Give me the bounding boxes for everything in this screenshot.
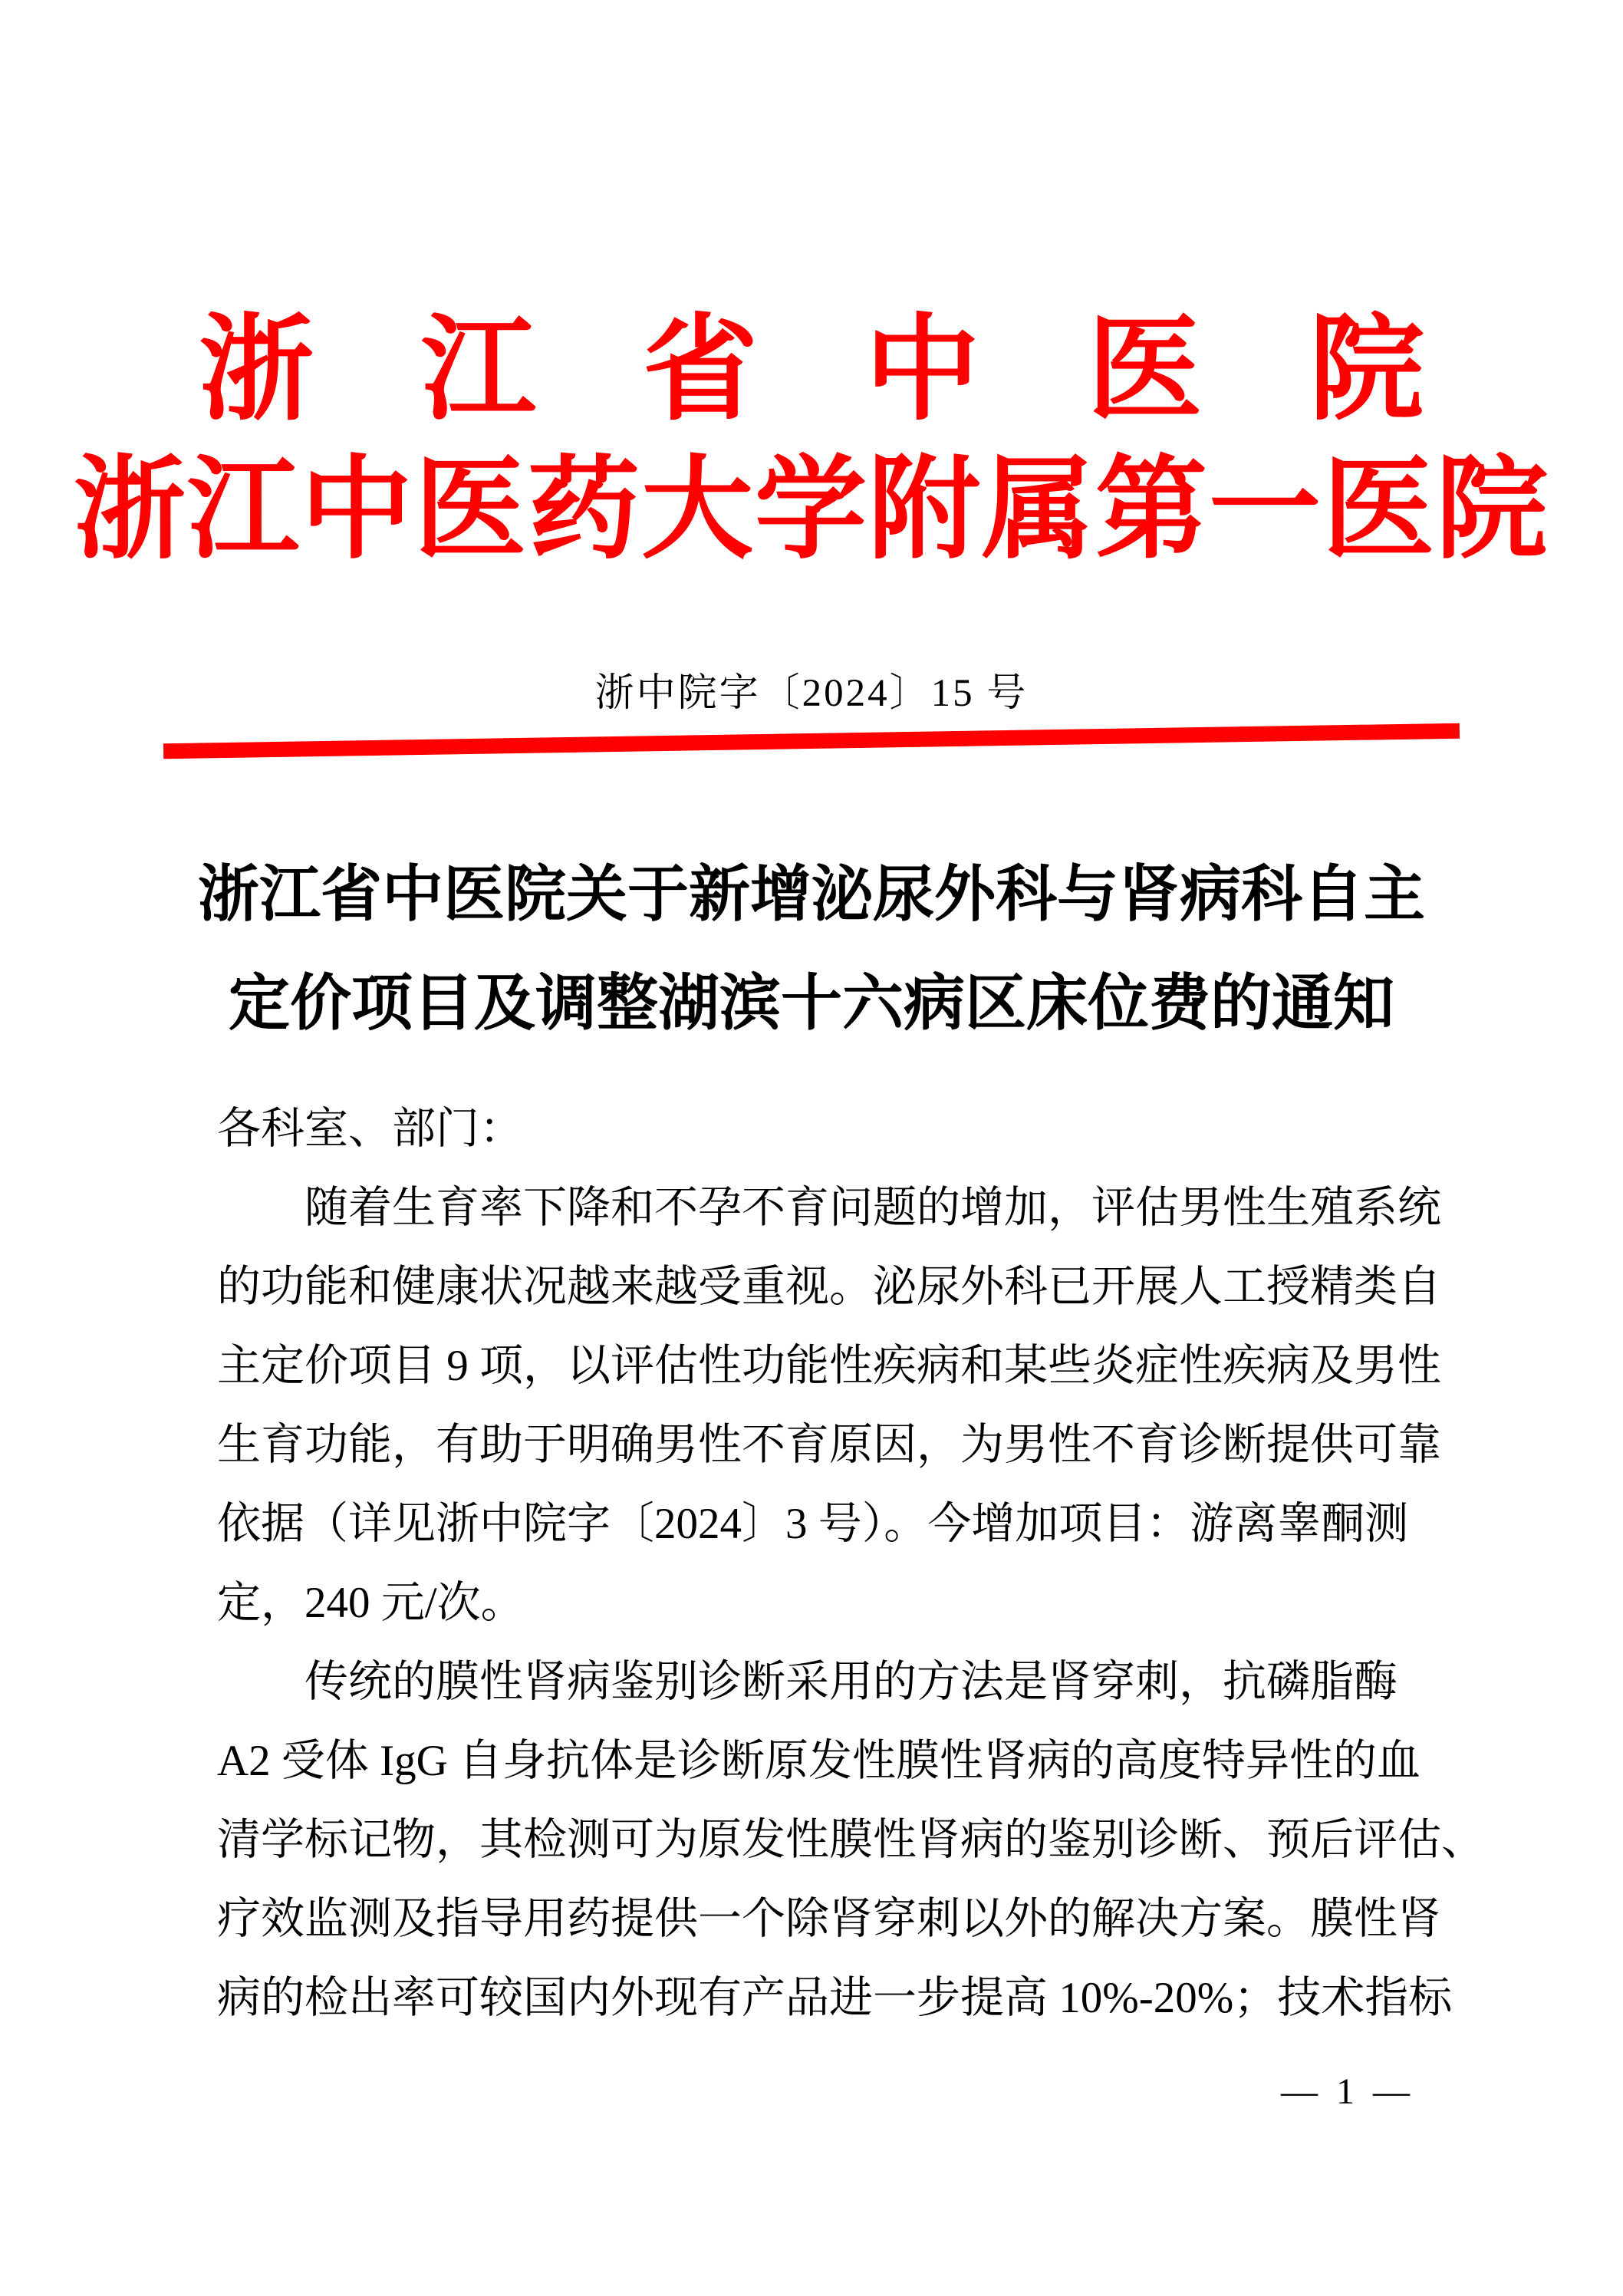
hospital-name-line-2: 浙江中医药大学附属第一医院 — [74, 448, 1549, 572]
body-line: 疗效监测及指导用药提供一个除肾穿刺以外的解决方案。膜性肾 — [217, 1895, 1441, 1944]
body-line: 主定价项目 9 项，以评估性功能性疾病和某些炎症性疾病及男性 — [217, 1342, 1441, 1391]
hospital-name-line-1: 浙江省中医院 — [199, 307, 1532, 434]
page-number: — 1 — — [1281, 2071, 1414, 2112]
notice-title-line-1: 浙江省中医院关于新增泌尿外科与肾病科自主 — [198, 861, 1425, 930]
body-line: 的功能和健康状况越来越受重视。泌尿外科已开展人工授精类自 — [217, 1263, 1441, 1312]
red-separator-rule — [163, 723, 1460, 759]
body-line: A2 受体 IgG 自身抗体是诊断原发性膜性肾病的高度特异性的血 — [217, 1737, 1421, 1786]
paragraph-2 — [217, 1642, 1485, 2037]
body-line: 生育功能，有助于明确男性不育原因，为男性不育诊断提供可靠 — [217, 1421, 1441, 1470]
body-line: 传统的膜性肾病鉴别诊断采用的方法是肾穿刺，抗磷脂酶 — [305, 1658, 1397, 1707]
body-text — [0, 1089, 1623, 2037]
body-line: 依据（详见浙中院字〔2024〕3 号）。今增加项目：游离睾酮测 — [217, 1500, 1409, 1549]
body-line: 随着生育率下降和不孕不育问题的增加，评估男性生殖系统 — [305, 1184, 1441, 1233]
notice-title-line-2: 定价项目及调整湖滨十六病区床位费的通知 — [229, 970, 1394, 1039]
notice-title — [0, 841, 1623, 1059]
body-line: 病的检出率可较国内外现有产品进一步提高 10%-20%；技术指标 — [217, 1974, 1453, 2023]
salutation: 各科室、部门： — [217, 1105, 523, 1154]
body-line: 定，240 元/次。 — [217, 1579, 525, 1628]
hospital-masthead — [0, 307, 1623, 572]
paragraph-1 — [217, 1168, 1447, 1642]
doc-number: 浙中院字〔2024〕15 号 — [594, 672, 1029, 715]
body-line: 清学标记物，其检测可为原发性膜性肾病的鉴别诊断、预后评估、 — [217, 1816, 1485, 1865]
